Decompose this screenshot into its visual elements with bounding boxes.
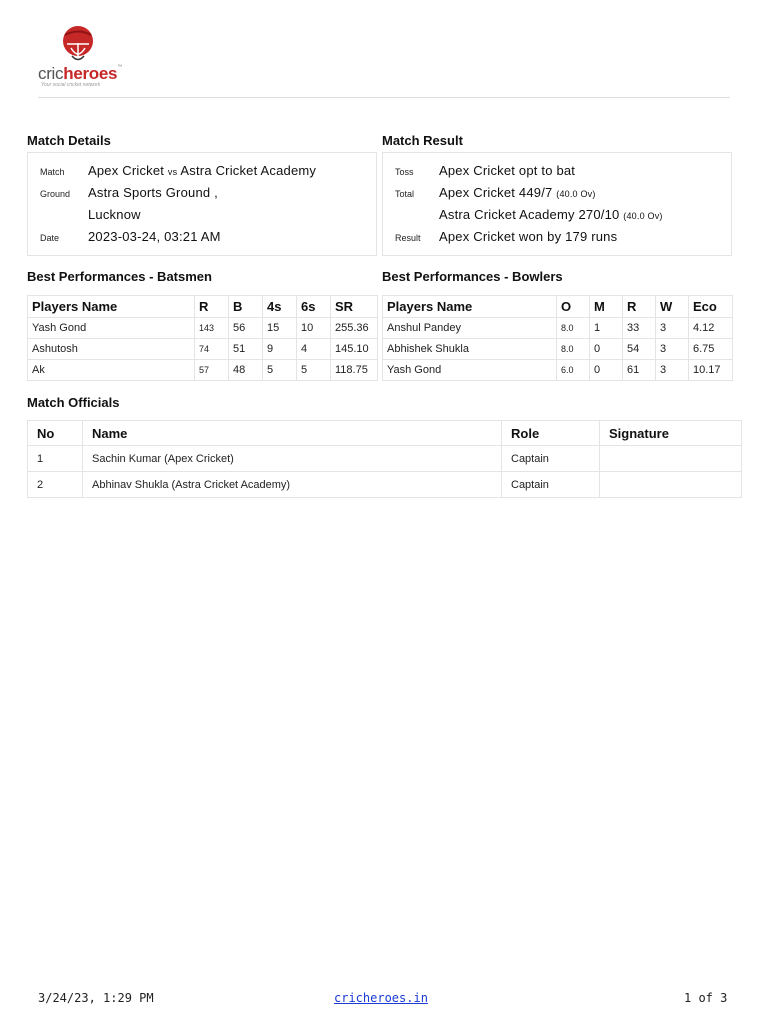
col-header: O [557,296,590,318]
player-name: Ashutosh [28,339,195,360]
table-row [28,318,378,339]
result-label: Result [395,233,421,243]
ground-row-2 [28,206,376,228]
ground-line-2: Lucknow [88,207,141,222]
overs: 8.0 [557,318,590,339]
ground-row [28,184,376,206]
table-row [28,472,742,498]
cricheroes-link[interactable]: cricheroes.in [334,991,428,1005]
official-signature [600,472,742,498]
date-row [28,228,376,250]
wickets: 3 [656,360,689,381]
official-no: 1 [28,446,83,472]
runs-conceded: 33 [623,318,656,339]
col-header: R [195,296,229,318]
officials-title: Match Officials [27,395,120,410]
bowlers-header-row [383,296,733,318]
total-row [383,184,731,206]
match-label: Match [40,167,65,177]
officials-table [27,420,742,498]
official-signature [600,446,742,472]
runs-conceded: 54 [623,339,656,360]
maidens: 0 [590,339,623,360]
balls: 56 [229,318,263,339]
col-header: Eco [689,296,733,318]
col-header: M [590,296,623,318]
balls: 51 [229,339,263,360]
economy: 4.12 [689,318,733,339]
wickets: 3 [656,339,689,360]
runs: 143 [195,318,229,339]
match-row [28,162,376,184]
runs: 74 [195,339,229,360]
total-team-a: Apex Cricket 449/7 (40.0 Ov) [439,185,596,200]
official-no: 2 [28,472,83,498]
table-row [383,339,733,360]
runs-conceded: 61 [623,360,656,381]
table-row [28,339,378,360]
cricket-ball-helmet-icon [61,26,95,64]
player-name: Abhishek Shukla [383,339,557,360]
official-name: Abhinav Shukla (Astra Cricket Academy) [83,472,502,498]
match-details-box [27,152,377,256]
official-role: Captain [502,472,600,498]
sixes: 5 [297,360,331,381]
col-header: SR [331,296,378,318]
page-number: 1 of 3 [684,991,728,1005]
player-name: Yash Gond [28,318,195,339]
col-header: Role [502,421,600,446]
table-row [383,360,733,381]
strike-rate: 255.36 [331,318,378,339]
match-date: 2023-03-24, 03:21 AM [88,229,221,244]
col-header: No [28,421,83,446]
official-name: Sachin Kumar (Apex Cricket) [83,446,502,472]
officials-header-row [28,421,742,446]
strike-rate: 145.10 [331,339,378,360]
total-row-2 [383,206,731,228]
fours: 15 [263,318,297,339]
col-header: B [229,296,263,318]
balls: 48 [229,360,263,381]
table-row [28,360,378,381]
batsmen-title: Best Performances - Batsmen [27,269,212,284]
match-result-title: Match Result [382,133,463,148]
match-result-box [382,152,732,256]
match-details-title: Match Details [27,133,111,148]
col-header: Name [83,421,502,446]
header-divider [38,97,730,98]
player-name: Ak [28,360,195,381]
col-header: Signature [600,421,742,446]
ground-line-1: Astra Sports Ground , [88,185,218,200]
result-row [383,228,731,250]
overs: 8.0 [557,339,590,360]
result-value: Apex Cricket won by 179 runs [439,229,618,244]
col-header: 6s [297,296,331,318]
total-label: Total [395,189,415,199]
official-role: Captain [502,446,600,472]
print-timestamp: 3/24/23, 1:29 PM [38,991,154,1005]
maidens: 1 [590,318,623,339]
brand-wordmark: cricheroes™ [38,64,122,83]
batsmen-table [27,295,378,381]
table-row [383,318,733,339]
match-teams: Apex Cricket vs Astra Cricket Academy [88,163,317,178]
batsmen-header-row [28,296,378,318]
col-header: R [623,296,656,318]
bowlers-title: Best Performances - Bowlers [382,269,563,284]
strike-rate: 118.75 [331,360,378,381]
ground-label: Ground [40,189,71,199]
date-label: Date [40,233,60,243]
player-name: Yash Gond [383,360,557,381]
total-team-b: Astra Cricket Academy 270/10 (40.0 Ov) [439,207,663,222]
bowlers-table [382,295,733,381]
brand-tagline: Your social cricket network [41,82,101,88]
toss-value: Apex Cricket opt to bat [439,163,576,178]
sixes: 10 [297,318,331,339]
fours: 9 [263,339,297,360]
economy: 10.17 [689,360,733,381]
economy: 6.75 [689,339,733,360]
col-header: Players Name [28,296,195,318]
sixes: 4 [297,339,331,360]
table-row [28,446,742,472]
col-header: 4s [263,296,297,318]
toss-row [383,162,731,184]
col-header: Players Name [383,296,557,318]
cricheroes-logo [38,26,138,88]
overs: 6.0 [557,360,590,381]
player-name: Anshul Pandey [383,318,557,339]
maidens: 0 [590,360,623,381]
runs: 57 [195,360,229,381]
col-header: W [656,296,689,318]
wickets: 3 [656,318,689,339]
fours: 5 [263,360,297,381]
toss-label: Toss [395,167,414,177]
